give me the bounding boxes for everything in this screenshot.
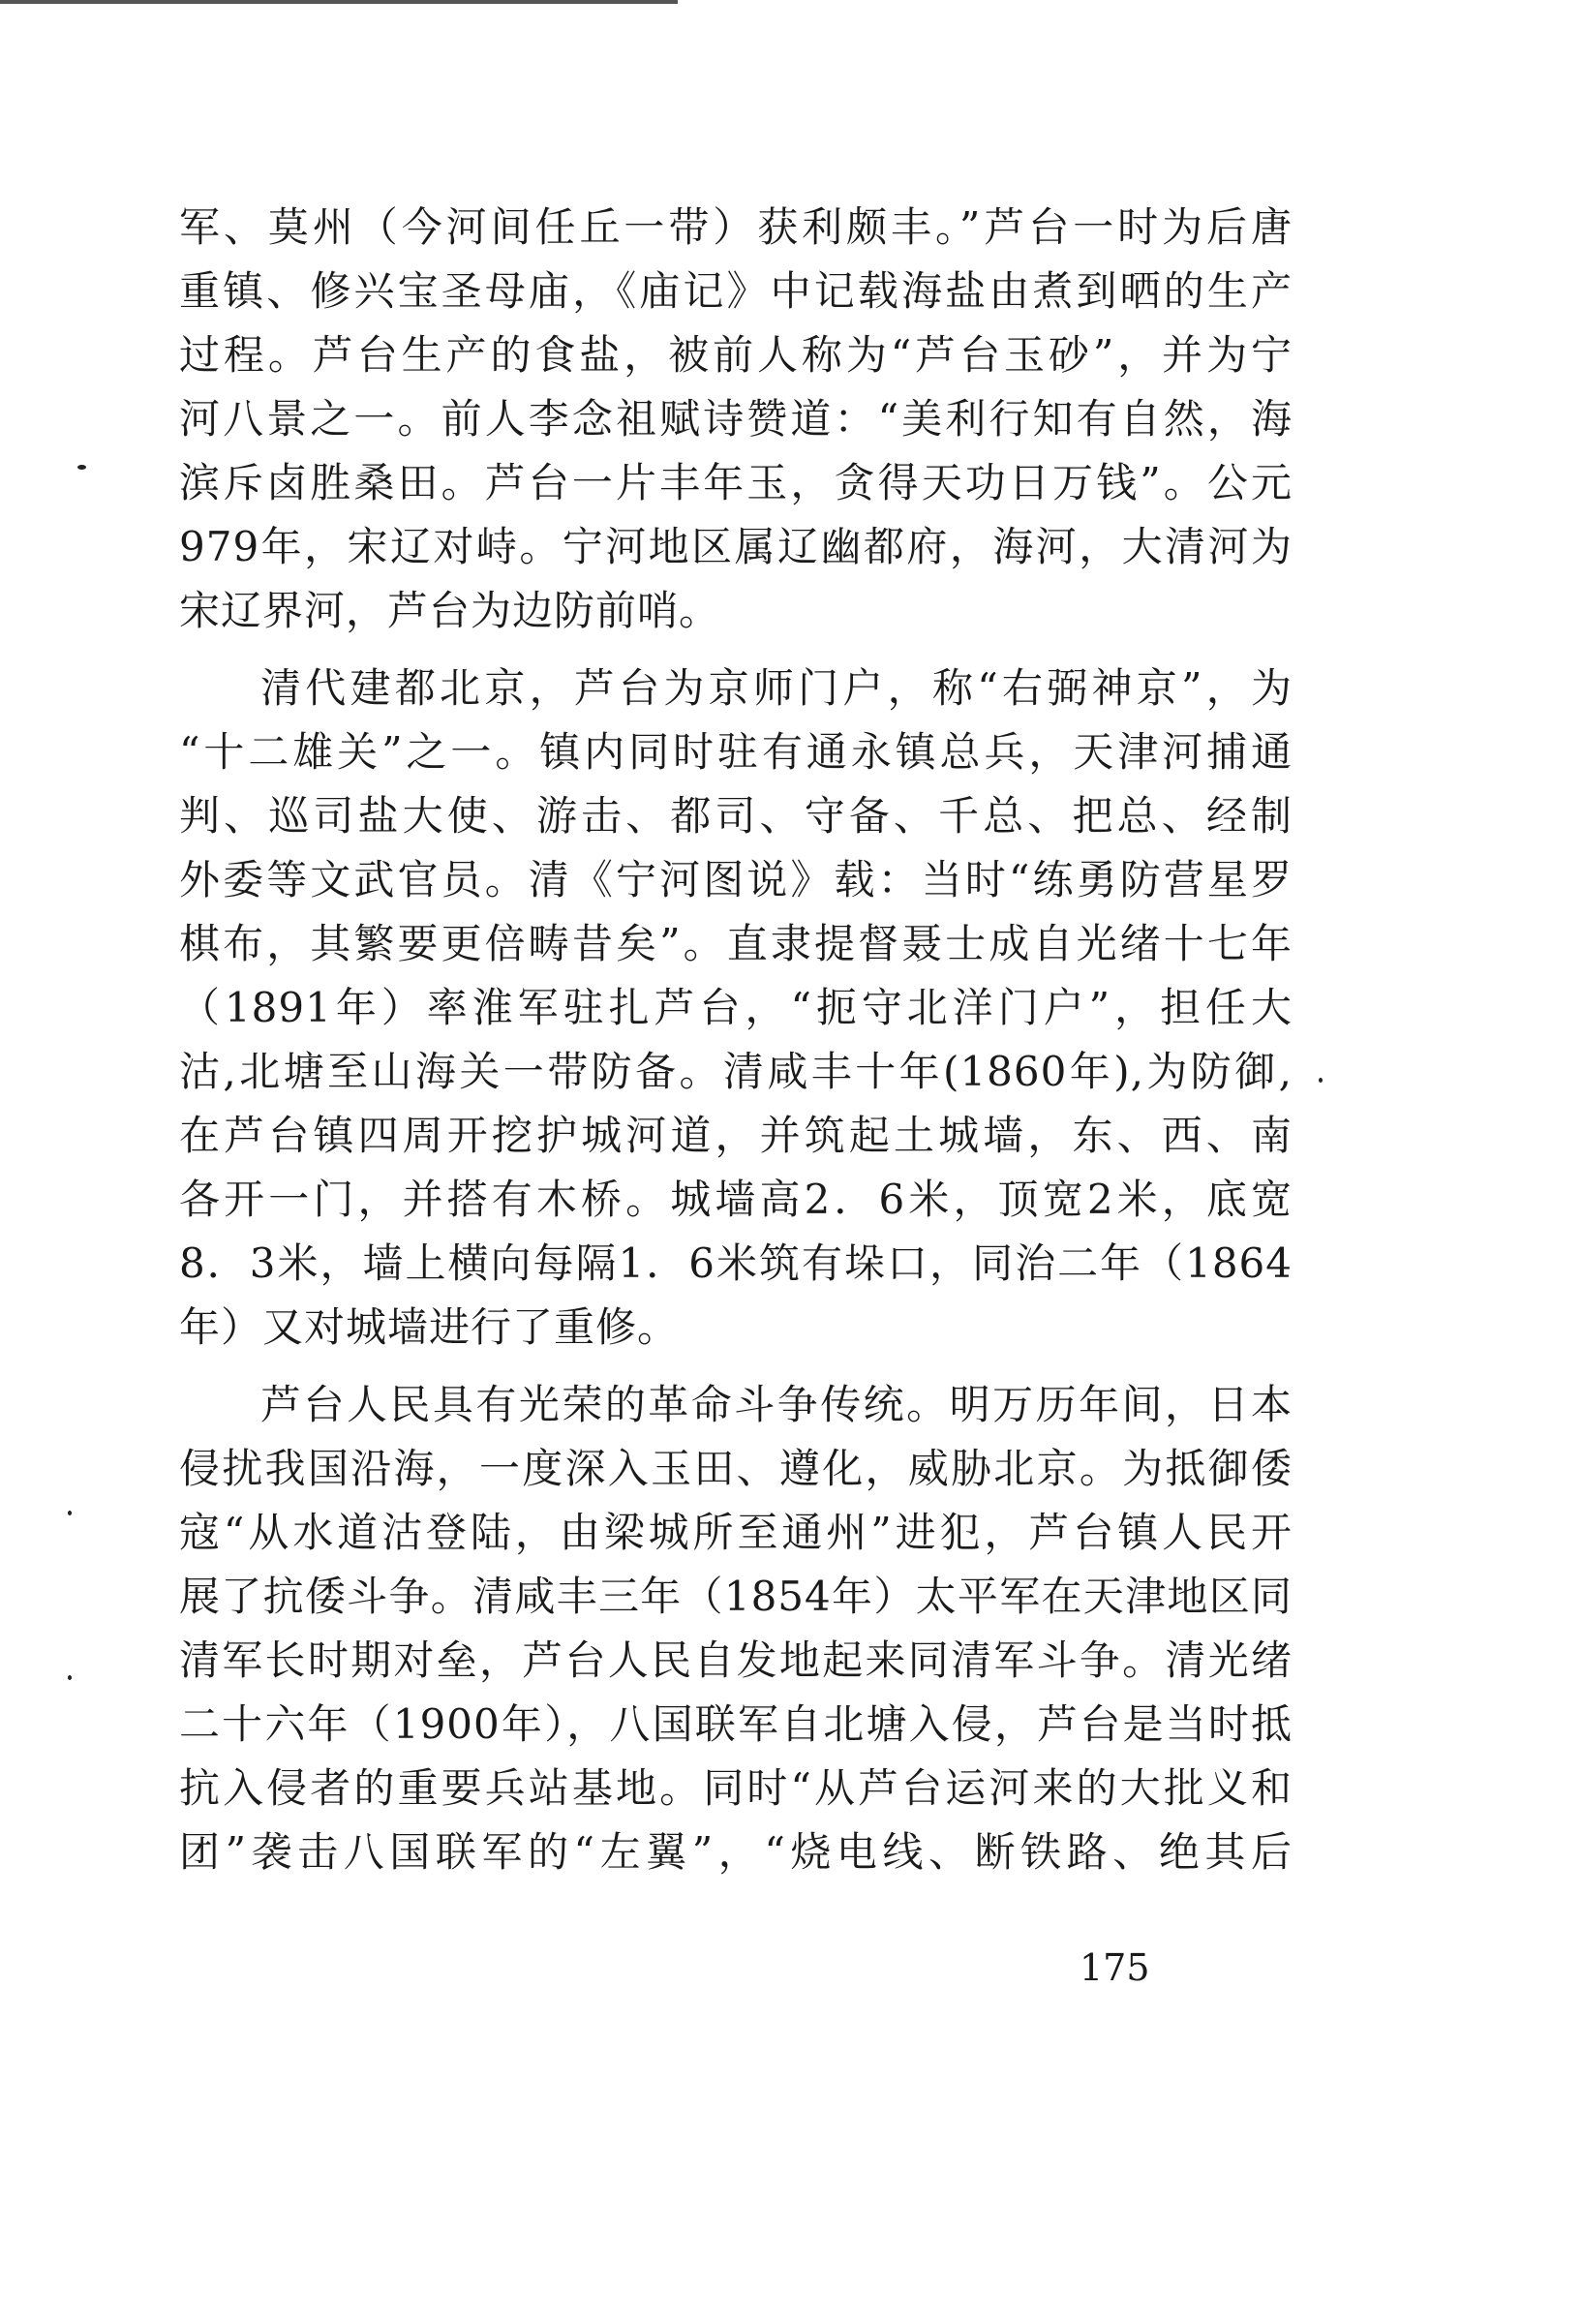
text-line: 展了抗倭斗争。清咸丰三年（1854年）太平军在天津地区同 <box>179 1573 1293 1620</box>
text-line: 979年，宋辽对峙。宁河地区属辽幽都府，海河，大清河为 <box>179 523 1293 570</box>
text-line: “十二雄关”之一。镇内同时驻有通永镇总兵，天津河捕通 <box>179 728 1293 776</box>
text-line: 芦台人民具有光荣的革命斗争传统。明万历年间，日本 <box>260 1381 1293 1428</box>
text-line: 重镇、修兴宝圣母庙，《庙记》中记载海盐由煮到晒的生产 <box>179 267 1293 315</box>
text-line: 过程。芦台生产的食盐，被前人称为“芦台玉砂”，并为宁 <box>179 331 1293 379</box>
scan-speck <box>68 1511 72 1515</box>
text-line: 滨斥卤胜桑田。芦台一片丰年玉，贪得天功日万钱”。公元 <box>179 459 1293 506</box>
text-line: 侵扰我国沿海，一度深入玉田、遵化，威胁北京。为抵御倭 <box>179 1445 1293 1492</box>
text-line: 在芦台镇四周开挖护城河道，并筑起土城墙，东、西、南 <box>179 1112 1293 1159</box>
text-line: 清代建都北京，芦台为京师门户，称“右弼神京”，为 <box>260 664 1293 712</box>
text-line: 清军长时期对垒，芦台人民自发地起来同清军斗争。清光绪 <box>179 1636 1293 1684</box>
scan-speck <box>77 465 86 470</box>
text-line: 二十六年（1900年），八国联军自北塘入侵，芦台是当时抵 <box>179 1700 1293 1748</box>
text-line: 团”袭击八国联军的“左翼”，“烧电线、断铁路、绝其后 <box>179 1828 1293 1876</box>
text-line: 宋辽界河，芦台为边防前哨。 <box>179 587 721 634</box>
text-line: 年）又对城墙进行了重修。 <box>179 1303 680 1351</box>
top-rule <box>0 0 678 4</box>
paragraph-3 <box>179 1373 1293 1884</box>
paragraph-2 <box>179 657 1293 1360</box>
text-line: 8．3米，墙上横向每隔1．6米筑有垛口，同治二年（1864 <box>179 1239 1293 1287</box>
scan-speck <box>68 1675 72 1680</box>
text-line: 军、莫州（今河间任丘一带）获利颇丰。”芦台一时为后唐 <box>179 203 1293 251</box>
page-number: 175 <box>1080 1946 1150 1989</box>
text-line: 抗入侵者的重要兵站基地。同时“从芦台运河来的大批义和 <box>179 1764 1293 1812</box>
text-line: 外委等文武官员。清《宁河图说》载：当时“练勇防营星罗 <box>179 856 1293 903</box>
page-text <box>179 196 1293 1884</box>
paragraph-1 <box>179 196 1293 643</box>
text-line: 寇“从水道沽登陆，由梁城所至通州”进犯，芦台镇人民开 <box>179 1509 1293 1556</box>
text-line: 棋布，其繁要更倍畴昔矣”。直隶提督聂士成自光绪十七年 <box>179 920 1293 967</box>
text-line: （1891年）率淮军驻扎芦台，“扼守北洋门户”，担任大 <box>179 984 1293 1031</box>
text-line: 沽,北塘至山海关一带防备。清咸丰十年(1860年),为防御, <box>179 1048 1293 1095</box>
text-line: 判、巡司盐大使、游击、都司、守备、千总、把总、经制 <box>179 792 1293 840</box>
text-line: 河八景之一。前人李念祖赋诗赞道：“美利行知有自然，海 <box>179 395 1293 443</box>
text-line: 各开一门，并搭有木桥。城墙高2．6米，顶宽2米，底宽 <box>179 1176 1293 1223</box>
scan-speck <box>1319 1078 1323 1083</box>
